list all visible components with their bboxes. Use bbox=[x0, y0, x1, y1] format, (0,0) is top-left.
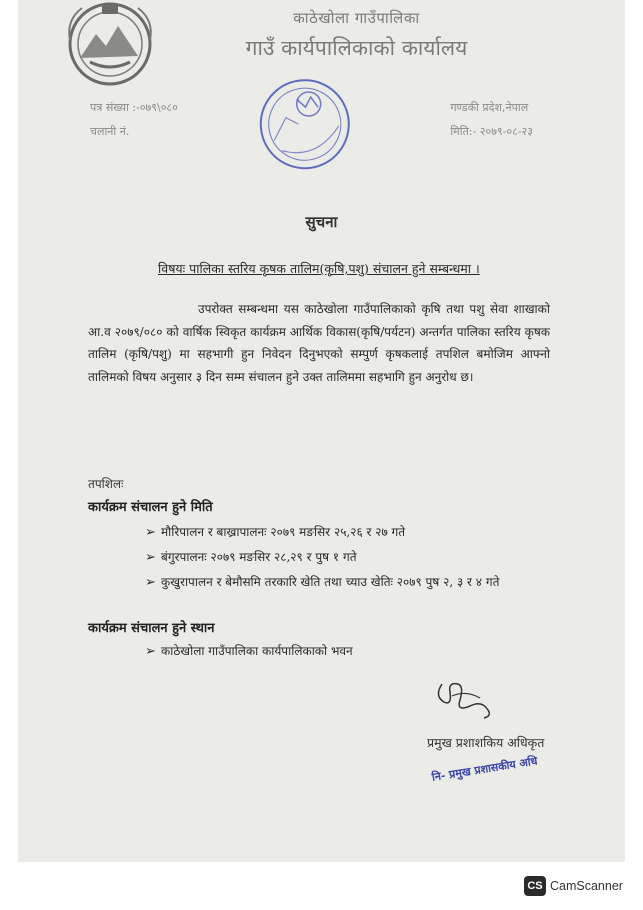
venue-heading: कार्यक्रम संचालन हुने स्थान bbox=[88, 621, 215, 636]
arrow-bullet-icon: ➢ bbox=[145, 550, 156, 565]
arrow-bullet-icon: ➢ bbox=[145, 525, 156, 540]
notice-title: सुचना bbox=[305, 213, 338, 231]
municipality-name: काठेखोला गाउँपालिका bbox=[293, 9, 420, 27]
list-item: ➢ मौरिपालन र बाख्रापालनः २०७९ मङसिर २५,२६ र २७ गते bbox=[145, 520, 499, 545]
signatory-designation: प्रमुख प्रशाशकिय अधिकृत bbox=[427, 735, 545, 750]
subject-line: विषयः पालिका स्तरिय कृषक तालिम(कृषि,पशु) संचालन हुने सम्बन्धमा । bbox=[158, 261, 480, 276]
arrow-bullet-icon: ➢ bbox=[145, 644, 156, 659]
office-header bbox=[0, 8, 643, 62]
schedule-heading: कार्यक्रम संचालन हुने मिति bbox=[88, 500, 213, 515]
reference-left bbox=[90, 96, 178, 144]
province-label: गण्डकी प्रदेश,नेपाल bbox=[450, 101, 529, 114]
arrow-bullet-icon: ➢ bbox=[145, 575, 156, 590]
notice-body: उपरोक्त सम्बन्धमा यस काठेखोला गाउँपालिकाको कृषि तथा पशु सेवा शाखाको आ.व २०७९/०८० को वार्षिक स्विकृत कार्यक्रम आर्थिक विकास(कृषि/पर्यटन) अन्तर्गत पालिका स्तरिय कृषक तालिम (कृषि/पशु) मा सहभागी हुन निवेदन दिनुभएको सम्पुर्ण कृषकलाई तपशिल बमोजिम आफ्नो तालिमको विषय अनुसार ३ दिन सम्म संचालन हुने उक्त तालिममा सहभागि हुन अनुरोध छ। bbox=[88, 302, 550, 384]
camscanner-label: CamScanner bbox=[550, 879, 623, 893]
schedule-list bbox=[145, 520, 499, 595]
letter-number: पत्र संख्या :-०७९\०८० bbox=[90, 101, 178, 114]
list-item: ➢ काठेखोला गाउँपालिका कार्यपालिकाको भवन bbox=[145, 639, 353, 664]
list-item: ➢ बंगुरपालनः २०७९ मङसिर २८,२९ र पुष १ गते bbox=[145, 545, 499, 570]
venue-list bbox=[145, 639, 353, 664]
camscanner-watermark bbox=[524, 876, 623, 896]
designation-stamp: नि- प्रमुख प्रशासकीय अधि bbox=[430, 754, 539, 784]
details-label: तपशिलः bbox=[88, 477, 124, 491]
camscanner-logo-icon: CS bbox=[524, 876, 546, 896]
office-name: गाउँ कार्यपालिकाको कार्यालय bbox=[245, 36, 468, 60]
list-item: ➢ कुखुरापालन र बेमौसमि तरकारि खेति तथा च्याउ खेतिः २०७९ पुष २, ३ र ४ गते bbox=[145, 570, 499, 595]
date-label: मिति:- २०७९-०८-२३ bbox=[450, 125, 533, 138]
official-seal-icon bbox=[250, 72, 362, 192]
signature-icon bbox=[430, 676, 502, 724]
dispatch-number: चलानी नं. bbox=[90, 125, 130, 138]
reference-right bbox=[450, 96, 533, 144]
